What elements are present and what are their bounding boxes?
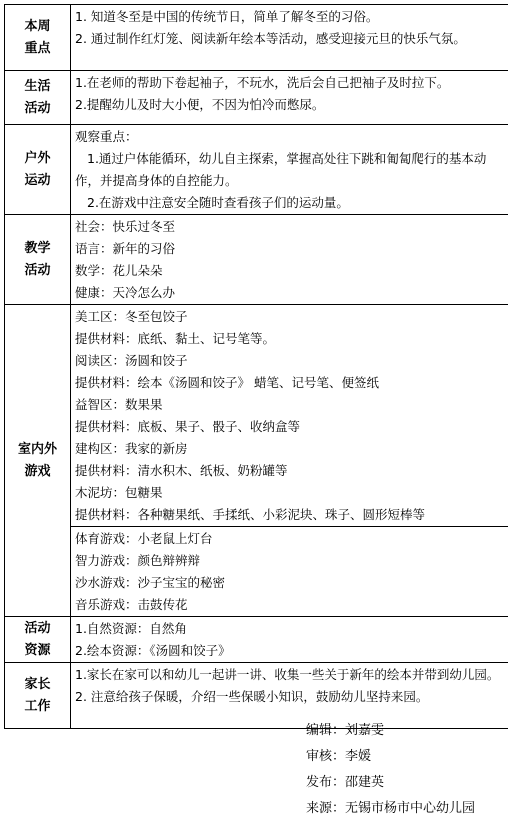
indoor-area-item: 提供材料：绘本《汤圆和饺子》 蜡笔、记号笔、便签纸	[75, 372, 505, 394]
parent-work-heading: 家长 工作	[5, 663, 71, 729]
life-activity-row	[5, 71, 508, 125]
indoor-area-list	[71, 305, 508, 526]
resource-item: 1.自然资源：自然角	[75, 618, 505, 640]
indoor-area-item: 提供材料：各种糖果纸、手揉纸、小彩泥块、珠子、圆形短棒等	[75, 504, 505, 526]
outdoor-game-item: 体育游戏：小老鼠上灯台	[75, 528, 505, 550]
weekly-focus-item: 2. 通过制作红灯笼、阅读新年绘本等活动，感受迎接元旦的快乐气氛。	[75, 28, 505, 50]
indoor-area-item: 木泥坊：包糖果	[75, 482, 505, 504]
outdoor-sport-row	[5, 125, 508, 215]
indoor-area-item: 阅读区：汤圆和饺子	[75, 350, 505, 372]
parent-work-item: 1.家长在家可以和幼儿一起讲一讲、收集一些关于新年的绘本并带到幼儿园。	[75, 664, 505, 686]
weekly-focus-item: 1. 知道冬至是中国的传统节日，简单了解冬至的习俗。	[75, 6, 505, 28]
outdoor-game-item: 智力游戏：颜色辩辨辩	[75, 550, 505, 572]
source-credit: 来源：无锡市杨市中心幼儿园	[306, 796, 475, 822]
credits	[306, 718, 475, 822]
resources-heading: 活动 资源	[5, 617, 71, 663]
indoor-area-item: 提供材料：底板、果子、骰子、收纳盒等	[75, 416, 505, 438]
teaching-activity-item: 数学：花儿朵朵	[75, 260, 505, 282]
life-activity-heading: 生活 活动	[5, 71, 71, 125]
outdoor-sport-item: 1.通过户体能循环，幼儿自主探索，掌握高处往下跳和匍匐爬行的基本动作，并提高身体的自控能力。	[75, 148, 505, 192]
teaching-activity-item: 语言：新年的习俗	[75, 238, 505, 260]
life-activity-item: 2.提醒幼儿及时大小便，不因为怕冷而憋尿。	[75, 94, 505, 116]
outdoor-game-list	[71, 526, 508, 616]
weekly-plan-table	[4, 4, 508, 729]
games-row	[5, 305, 508, 617]
outdoor-game-item: 音乐游戏：击鼓传花	[75, 594, 505, 616]
indoor-area-item: 提供材料：清水积木、纸板、奶粉罐等	[75, 460, 505, 482]
indoor-area-item: 提供材料：底纸、黏土、记号笔等。	[75, 328, 505, 350]
games-heading: 室内外 游戏	[5, 305, 71, 617]
life-activity-item: 1.在老师的帮助下卷起袖子，不玩水，洗后会自己把袖子及时拉下。	[75, 72, 505, 94]
indoor-area-item: 建构区：我家的新房	[75, 438, 505, 460]
indoor-area-item: 美工区：冬至包饺子	[75, 306, 505, 328]
teaching-activity-item: 社会：快乐过冬至	[75, 216, 505, 238]
weekly-focus-heading: 本周 重点	[5, 5, 71, 71]
teaching-activity-item: 健康：天冷怎么办	[75, 282, 505, 304]
parent-work-item: 2. 注意给孩子保暖，介绍一些保暖小知识，鼓励幼儿坚持来园。	[75, 686, 505, 708]
teaching-activity-row	[5, 215, 508, 305]
editor-credit: 编辑：刘嘉雯	[306, 718, 475, 744]
outdoor-sport-item: 2.在游戏中注意安全随时查看孩子们的运动量。	[75, 192, 505, 214]
publisher-credit: 发布：邵建英	[306, 770, 475, 796]
outdoor-game-item: 沙水游戏：沙子宝宝的秘密	[75, 572, 505, 594]
weekly-focus-row	[5, 5, 508, 71]
resource-item: 2.绘本资源：《汤圆和饺子》	[75, 640, 505, 662]
resources-row	[5, 617, 508, 663]
teaching-activity-heading: 教学 活动	[5, 215, 71, 305]
indoor-area-item: 益智区：数果果	[75, 394, 505, 416]
outdoor-sport-heading: 户外 运动	[5, 125, 71, 215]
reviewer-credit: 审核：李媛	[306, 744, 475, 770]
outdoor-sport-title: 观察重点：	[75, 126, 505, 148]
